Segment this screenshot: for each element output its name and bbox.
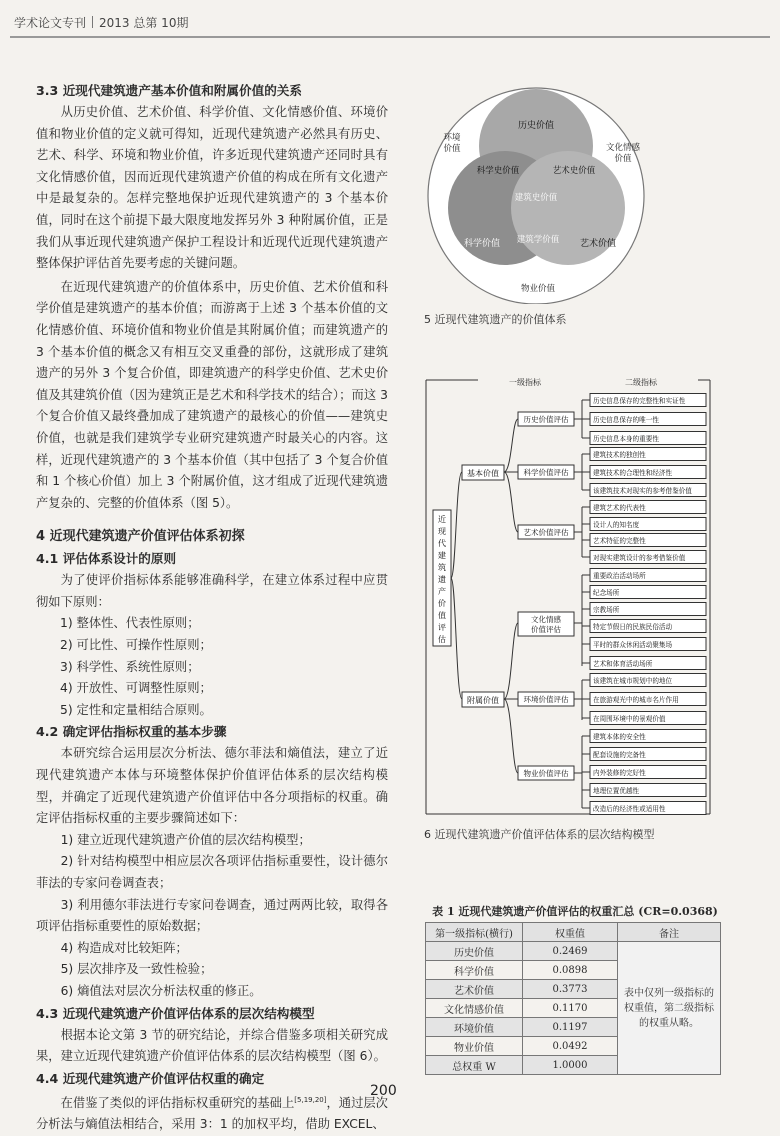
root-char: 现	[437, 526, 447, 536]
leaf-indicator-label: 对现实建筑设计的参考借鉴价值	[593, 554, 686, 562]
label-culture: 文化情感	[605, 143, 641, 153]
note-line: 的权重从略。	[639, 1017, 699, 1029]
citation-ref[interactable]: [5,19,20]	[294, 1095, 327, 1104]
label-art: 艺术价值	[579, 239, 617, 249]
journal-name: 学术论文专刊	[14, 16, 87, 30]
heading-4: 4 近现代建筑遗产价值评估体系初探	[36, 529, 245, 545]
attached-value-label: 附属价值	[467, 696, 499, 705]
cell-weight: 1.0000	[523, 1056, 618, 1075]
col-header: 备注	[618, 923, 721, 942]
connector-attached-property	[504, 699, 518, 773]
root-char: 筑	[437, 562, 447, 572]
connector-history-leaves	[574, 400, 590, 438]
root-char: 产	[437, 586, 447, 596]
cell-weight: 0.0492	[523, 1037, 618, 1056]
col-header: 第一级指标(横行)	[426, 923, 523, 942]
header-rule	[10, 36, 770, 38]
heading-4-1: 4.1 评估体系设计的原则	[36, 551, 177, 567]
para-4-3: 根据本论文第 3 节的研究结论，并综合借鉴多项相关研究成果，建立近现代建筑遗产价值评估体系的层次结构模型（图 6）。	[36, 1027, 388, 1064]
connector-root-attached	[451, 578, 462, 699]
cell-indicator: 文化情感价值	[426, 999, 523, 1018]
connector-culture-leaves	[574, 575, 590, 666]
table-1-title: 表 1 近现代建筑遗产价值评估的权重汇总 (CR=0.0368)	[432, 905, 718, 918]
leaf-indicator-label: 建筑技术的独创性	[593, 451, 646, 459]
leaf-indicator-label: 历史信息保存的完整性和实证性	[593, 397, 686, 405]
cell-weight: 0.3773	[523, 980, 618, 999]
basic-value-label: 基本价值	[467, 469, 499, 478]
cell-indicator: 物业价值	[426, 1037, 523, 1056]
art-eval-label: 艺术价值评估	[523, 528, 569, 537]
step-item: 3) 利用德尔菲法进行专家问卷调查，通过两两比较，取得各项评估指标重要性的原始数据；	[36, 897, 388, 934]
table-header-row	[426, 923, 721, 942]
body-text-column	[36, 80, 388, 1136]
connector-env-leaves	[574, 680, 590, 720]
root-char: 值	[437, 610, 447, 620]
leaf-indicator-label: 该建筑技术对现实的参考借鉴价值	[593, 487, 692, 495]
leaf-indicator-label: 在旅游观光中的城市名片作用	[593, 696, 679, 704]
leaf-indicator-label: 特定节假日的民族民俗活动	[593, 623, 673, 631]
principle-item: 2) 可比性、可操作性原则；	[60, 638, 212, 653]
connector-art-leaves	[574, 507, 590, 557]
step-item: 1) 建立近现代建筑遗产价值的层次结构模型；	[60, 832, 311, 847]
heading-4-4: 4.4 近现代建筑遗产价值评估权重的确定	[36, 1070, 265, 1086]
connector-attached-culture	[504, 623, 518, 699]
header-level-2: 二级指标	[625, 378, 657, 387]
leaf-indicator-label: 建筑技术的合理性和经济性	[593, 469, 673, 477]
leaf-indicator-label: 历史信息保存的唯一性	[593, 416, 659, 424]
leaf-indicator-label: 宗教场所	[593, 606, 620, 614]
history-eval-label: 历史价值评估	[523, 415, 569, 424]
para-3-3-2: 在近现代建筑遗产的价值体系中，历史价值、艺术价值和科学价值是建筑遗产的基本价值；而游离于上述 3 个基本价值的文化情感价值、环境价值和物业价值是其附属价值；而建筑遗产的 3 个基本价值的概念又有相互交叉重叠的部份，这就形成了建筑遗产的另外 3 个复合价值，即建筑遗产的科学史价值、艺术史价值及其建筑价值（因为建筑正是艺术和科学技术的结合）；而这 3 个复合价值又最终叠加成了建筑遗产的最核心的价值——建筑史价值，也就是我们建筑学专业研究建筑遗产时最关心的内容。这样，近现代建筑遗产的 3 个基本价值（其中包括了 3 个复合价值和 1 个核心价值）加上 3 个附属价值，这才组成了近现代建筑遗产复杂的、完整的价值体系（图 5）。	[36, 279, 388, 510]
heading-4-3: 4.3 近现代建筑遗产价值评估体系的层次结构模型	[36, 1005, 315, 1021]
connector-property-leaves	[574, 736, 590, 808]
principle-item: 1) 整体性、代表性原则；	[60, 616, 200, 631]
figure-6-hierarchy-diagram	[418, 374, 718, 819]
principle-item: 5) 定性和定量相结合原则。	[60, 702, 212, 717]
root-char: 估	[437, 634, 447, 644]
journal-header	[14, 14, 188, 31]
note-line: 表中仅列一级指标的	[624, 987, 714, 999]
connector-basic-art	[504, 472, 518, 532]
label-sci-hist: 科学史价值	[476, 166, 520, 176]
para-4-4	[36, 1090, 388, 1136]
page-number: 200	[370, 1083, 397, 1099]
leaf-indicator-label: 平时的群众休闲活动聚集场	[593, 641, 673, 649]
label-art-hist: 艺术史价值	[552, 166, 596, 176]
header-divider	[92, 16, 93, 28]
step-item: 2) 针对结构模型中相应层次各项评估指标重要性，设计德尔菲法的专家问卷调查表；	[36, 854, 388, 890]
cell-weight: 0.1197	[523, 1018, 618, 1037]
leaf-indicator-label: 配套设施的完备性	[593, 751, 646, 759]
running-header	[0, 0, 780, 40]
heading-4-2: 4.2 确定评估指标权重的基本步骤	[36, 724, 227, 740]
leaf-indicator-label: 改造后的经济性或适用性	[593, 805, 666, 813]
culture-eval-label: 文化情感	[531, 615, 561, 624]
root-char: 遗	[437, 574, 447, 584]
science-eval-label: 科学价值评估	[523, 468, 569, 477]
figure-5-venn-diagram	[418, 84, 658, 304]
para-4-4-text-a: 在借鉴了类似的评估指标权重研究的基础上	[60, 1095, 295, 1110]
label-science: 科学价值	[463, 239, 501, 249]
leaf-indicator-label: 纪念场所	[593, 589, 620, 597]
root-char: 评	[437, 622, 447, 632]
leaf-indicator-label: 历史信息本身的重要性	[593, 435, 659, 443]
label-env-2: 价值	[443, 144, 461, 154]
env-eval-label: 环境价值评估	[523, 695, 569, 704]
label-culture-2: 价值	[614, 154, 632, 164]
weights-table	[425, 922, 721, 1075]
connector-science-leaves	[574, 454, 590, 490]
cell-weight: 0.0898	[523, 961, 618, 980]
para-4-1-intro: 为了使评价指标体系能够准确科学，在建立体系过程中应贯彻如下原则：	[36, 573, 388, 609]
leaf-indicator-label: 在周围环境中的景观价值	[593, 715, 666, 723]
label-property: 物业价值	[520, 284, 556, 294]
cell-indicator: 环境价值	[426, 1018, 523, 1037]
cell-note	[618, 942, 721, 1075]
leaf-indicator-label: 内外装修的完好性	[593, 769, 646, 777]
leaf-indicator-label: 建筑艺术的代表性	[593, 504, 646, 512]
leaf-indicator-label: 艺术特征的完整性	[593, 537, 646, 545]
principle-item: 3) 科学性、系统性原则；	[60, 659, 200, 674]
figure-5-caption: 5 近现代建筑遗产的价值体系	[424, 313, 567, 326]
leaf-indicator-label: 设计人的知名度	[593, 521, 640, 529]
root-char: 价	[437, 598, 447, 608]
leaf-indicator-label: 地理位置优越性	[593, 787, 640, 795]
note-line: 权重值，第二级指标	[624, 1002, 714, 1014]
figure-6-caption: 6 近现代建筑遗产价值评估体系的层次结构模型	[424, 828, 655, 841]
label-arch: 建筑学价值	[516, 235, 560, 245]
step-item: 4) 构造成对比较矩阵；	[60, 940, 188, 955]
col-header: 权重值	[523, 923, 618, 942]
cell-weight: 0.2469	[523, 942, 618, 961]
cell-indicator: 历史价值	[426, 942, 523, 961]
root-char: 近	[437, 514, 447, 524]
leaf-indicator-label: 该建筑在城市规划中的地位	[593, 677, 673, 685]
step-item: 6) 熵值法对层次分析法权重的修正。	[60, 983, 262, 998]
label-env: 环境	[443, 133, 461, 143]
leaf-indicator-label: 重要政治活动场所	[593, 572, 646, 580]
root-char: 代	[437, 538, 447, 548]
journal-issue: 2013 总第 10期	[99, 16, 189, 30]
principle-item: 4) 开放性、可调整性原则；	[60, 681, 212, 696]
leaf-indicator-label: 艺术和体育活动场所	[593, 660, 653, 668]
para-4-2-intro: 本研究综合运用层次分析法、德尔菲法和熵值法，建立了近现代建筑遗产本体与环境整体保护价值评估体系的层次结构模型，并确定了近现代建筑遗产价值评估中各分项指标的权重。确定评估指标权重的主要步骤简述如下：	[36, 746, 388, 826]
leaf-indicator-label: 建筑本体的安全性	[593, 733, 646, 741]
leaf-indicator-group	[590, 394, 706, 815]
connector-basic-history	[504, 419, 518, 472]
cell-indicator: 艺术价值	[426, 980, 523, 999]
root-char: 建	[437, 550, 447, 560]
table-1	[425, 903, 725, 1075]
para-4-4-text-b: ，通过层次分析法与熵值法相结合，采用 3：1 的加权平均，借助 EXCEL、	[36, 1095, 388, 1132]
cell-weight: 0.1170	[523, 999, 618, 1018]
property-eval-label: 物业价值评估	[523, 769, 569, 778]
root-label	[438, 514, 446, 644]
label-history: 历史价值	[517, 121, 555, 131]
label-arch-hist: 建筑史价值	[514, 193, 558, 203]
connector-root-basic	[451, 472, 462, 578]
para-3-3-1: 从历史价值、艺术价值、科学价值、文化情感价值、环境价值和物业价值的定义就可得知，近现代建筑遗产必然具有历史、艺术、科学、环境和物业价值，许多近现代建筑遗产还同时具有文化情感价值，因而近现代建筑遗产价值的构成在所有文化遗产中是最复杂的。怎样完整地保护近现代建筑遗产的 3 个基本价值，同时在这个前提下最大限度地发挥另外 3 种附属价值，正是我们从事近现代建筑遗产保护工程设计和近现代近现代建筑遗产整体保护评估首先要考虑的关键问题。	[36, 105, 388, 271]
step-item: 5) 层次排序及一致性检验；	[60, 962, 213, 977]
heading-3-3: 3.3 近现代建筑遗产基本价值和附属价值的关系	[36, 83, 302, 98]
cell-indicator: 总权重 W	[426, 1056, 523, 1075]
culture-eval-label-2: 价值评估	[531, 625, 561, 634]
header-level-1: 一级指标	[509, 378, 541, 387]
cell-indicator: 科学价值	[426, 961, 523, 980]
table-row	[426, 942, 721, 961]
